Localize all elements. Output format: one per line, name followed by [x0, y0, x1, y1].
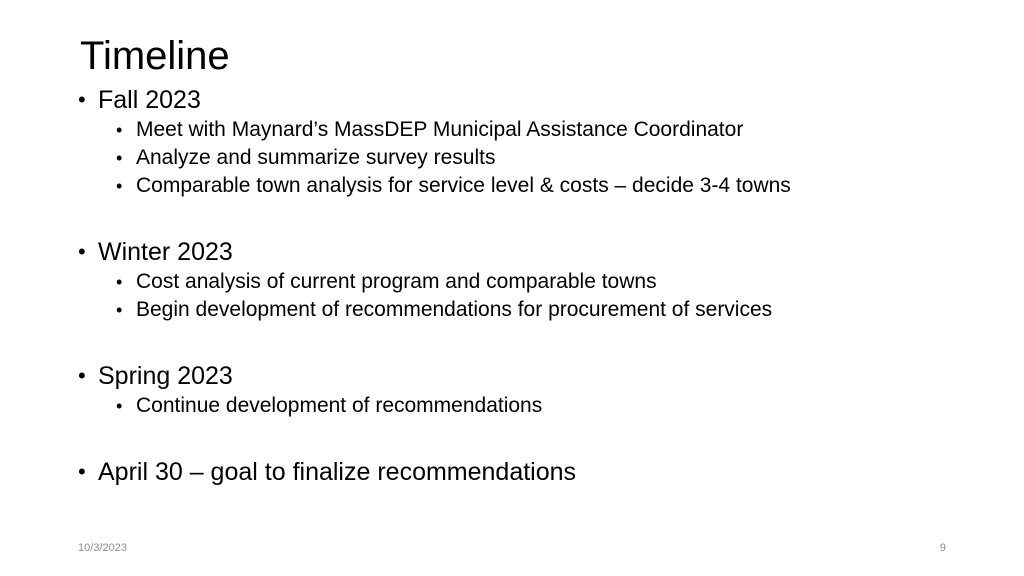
timeline-group-fall — [78, 84, 978, 200]
bullet-item — [78, 360, 978, 392]
bullet-text: April 30 – goal to finalize recommendations — [98, 458, 577, 486]
bullet-icon: • — [116, 176, 123, 196]
bullet-icon: • — [78, 363, 86, 388]
sub-bullet-item — [78, 144, 978, 172]
sub-bullet-item — [78, 116, 978, 144]
timeline-group-spring — [78, 360, 978, 420]
sub-bullet-text: Cost analysis of current program and comparable towns — [136, 270, 657, 293]
sub-bullet-item — [78, 296, 978, 324]
sub-bullet-item — [78, 392, 978, 420]
bullet-text: Fall 2023 — [98, 86, 201, 114]
bullet-item — [78, 236, 978, 268]
bullet-icon: • — [116, 300, 123, 320]
sub-bullet-item — [78, 268, 978, 296]
bullet-text: Winter 2023 — [98, 238, 233, 266]
sub-bullet-text: Continue development of recommendations — [136, 394, 543, 417]
timeline-group-april — [78, 456, 978, 488]
sub-bullet-text: Analyze and summarize survey results — [136, 146, 496, 169]
timeline-group-winter — [78, 236, 978, 324]
sub-bullet-text: Meet with Maynard’s MassDEP Municipal Assistance Coordinator — [136, 118, 744, 141]
bullet-icon: • — [78, 239, 86, 264]
footer-date: 10/3/2023 — [78, 542, 127, 554]
bullet-icon: • — [78, 87, 86, 112]
bullet-icon: • — [78, 459, 86, 484]
bullet-item — [78, 456, 978, 488]
bullet-icon: • — [116, 148, 123, 168]
bullet-item — [78, 84, 978, 116]
sub-bullet-item — [78, 172, 978, 200]
bullet-icon: • — [116, 272, 123, 292]
bullet-list — [78, 84, 978, 488]
slide-title: Timeline — [80, 34, 230, 78]
sub-bullet-text: Comparable town analysis for service level & costs – decide 3-4 towns — [136, 174, 791, 197]
sub-bullet-text: Begin development of recommendations for procurement of services — [136, 298, 773, 321]
bullet-icon: • — [116, 396, 123, 416]
bullet-text: Spring 2023 — [98, 362, 233, 390]
bullet-icon: • — [116, 120, 123, 140]
slide-number: 9 — [939, 542, 946, 554]
